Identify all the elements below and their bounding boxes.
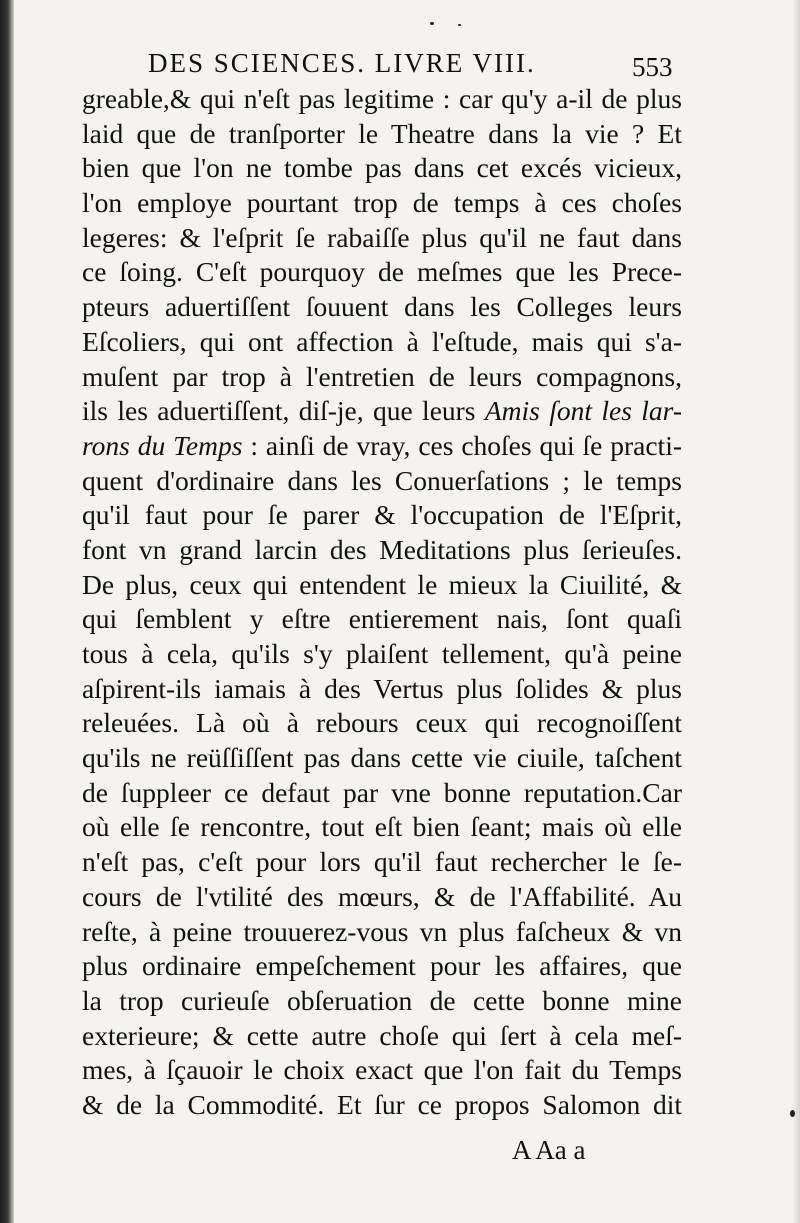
text-line — [82, 984, 682, 1019]
line-text: releuées. Là où à rebours ceux qui recognoiſſent — [82, 707, 682, 739]
text-line — [82, 360, 682, 395]
text-line — [82, 82, 682, 117]
page-edge-shadow — [792, 0, 800, 1223]
text-line — [82, 915, 682, 950]
line-text: & de la Commodité. Et ſur ce propos Salomon dit — [82, 1088, 682, 1120]
scan-gutter — [0, 0, 14, 1223]
catchword: A Aa a — [512, 1135, 586, 1165]
line-text: : ainſi de vray, ces choſes qui ſe practi- — [242, 429, 682, 461]
line-text: aſpirent-ils iamais à des Vertus plus ſolides & plus — [82, 672, 682, 704]
line-text: font vn grand larcin des Meditations plus ſerieuſes. — [82, 533, 682, 565]
line-text: la trop curieuſe obſeruation de cette bonne mine — [82, 984, 682, 1016]
line-text: ils les aduertiſſent, diſ-je, que leurs — [82, 395, 485, 427]
line-text: de ſuppleer ce defaut par vne bonne reputation.Car — [82, 776, 682, 808]
text-line — [82, 290, 682, 325]
text-line — [82, 186, 682, 221]
page-number: 553 — [632, 52, 673, 82]
line-text: qui ſemblent y eſtre entierement nais, ſont quaſi — [82, 603, 682, 635]
line-text: qu'ils ne reüſſiſſent pas dans cette vie ciuile, taſchent — [82, 742, 682, 774]
body-text — [82, 82, 682, 1123]
text-line — [82, 151, 682, 186]
line-text: exterieure; & cette autre choſe qui ſert à cela meſ- — [82, 1019, 682, 1051]
line-text: tous à cela, qu'ils s'y plaiſent tellement, qu'à peine — [82, 638, 682, 669]
line-text: greable,& qui n'eſt pas legitime : car qu'y a-il de plus — [82, 83, 682, 114]
text-line — [82, 1053, 682, 1088]
text-line — [82, 1019, 682, 1054]
line-text: Eſcoliers, qui ont affection à l'eſtude, mais qui s'a- — [82, 325, 682, 357]
line-text: l'on employe pourtant trop de temps à ces choſes — [82, 187, 682, 219]
text-line — [82, 672, 682, 707]
line-text: pteurs aduertiſſent ſouuent dans les Colleges leurs — [82, 291, 682, 323]
ink-speck — [458, 24, 461, 26]
text-line — [82, 949, 682, 984]
italic-phrase: Amis ſont les lar- — [484, 395, 682, 427]
line-text: plus ordinaire empeſchement pour les affaires, que — [82, 950, 682, 982]
line-text: ce ſoing. C'eſt pourquoy de meſmes que les Prece- — [82, 256, 682, 288]
text-line — [82, 880, 682, 915]
line-text: muſent par trop à l'entretien de leurs compagnons, — [82, 360, 682, 392]
text-line — [82, 810, 682, 845]
text-line — [82, 429, 682, 464]
line-text: quent d'ordinaire dans les Conuerſations ; le temps — [82, 464, 682, 496]
text-line — [82, 464, 682, 499]
text-line — [82, 394, 682, 429]
text-line — [82, 498, 682, 533]
line-text: mes, à ſçauoir le choix exact que l'on fait du Temps — [82, 1054, 682, 1086]
italic-phrase: rons du Temps — [82, 429, 243, 461]
text-line — [82, 776, 682, 811]
line-text: qu'il faut pour ſe parer & l'occupation de l'Eſprit, — [82, 499, 682, 531]
running-head: DES SCIENCES. LIVRE VIII. — [148, 48, 536, 78]
text-line — [82, 325, 682, 360]
text-line — [82, 568, 682, 603]
line-text: n'eſt pas, c'eſt pour lors qu'il faut rechercher le ſe- — [82, 846, 682, 878]
line-text: reſte, à peine trouuerez-vous vn plus faſcheux & vn — [82, 915, 682, 947]
text-line — [82, 741, 682, 776]
line-text: cours de l'vtilité des mœurs, & de l'Affabilité. Au — [82, 880, 682, 912]
line-text: laid que de tranſporter le Theatre dans la vie ? Et — [82, 117, 682, 149]
text-line — [82, 637, 682, 672]
text-line — [82, 221, 682, 256]
line-text: bien que l'on ne tombe pas dans cet excés vicieux, — [82, 152, 682, 184]
text-line — [82, 1088, 682, 1123]
text-line — [82, 117, 682, 152]
text-line — [82, 602, 682, 637]
text-line — [82, 533, 682, 568]
line-text: legeres: & l'eſprit ſe rabaiſſe plus qu'il ne faut dans — [82, 221, 682, 253]
ink-speck — [790, 1110, 795, 1117]
text-line — [82, 706, 682, 741]
line-text: De plus, ceux qui entendent le mieux la Ciuilité, & — [82, 568, 682, 600]
text-line — [82, 255, 682, 290]
line-text: où elle ſe rencontre, tout eſt bien ſeant; mais où elle — [82, 811, 682, 843]
text-line — [82, 845, 682, 880]
ink-speck — [430, 22, 434, 25]
